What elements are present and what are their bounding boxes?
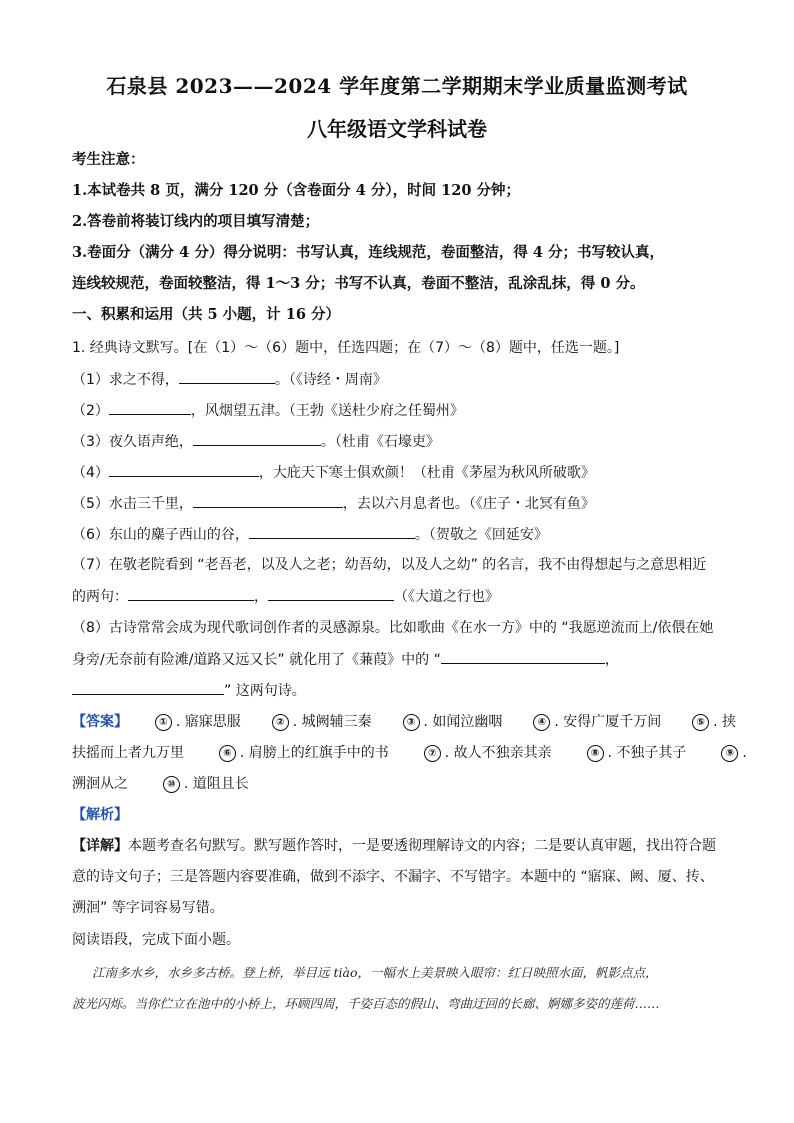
answer-blank[interactable]	[109, 400, 191, 415]
notice-heading: 考生注意：	[72, 151, 145, 168]
sq2-pre: （2）	[72, 403, 109, 419]
answer-blank[interactable]	[193, 493, 343, 508]
sq8-pre: 身旁/无奈前有险滩/道路又远又长” 就化用了《蒹葭》中的 “	[72, 652, 441, 668]
answer-blank[interactable]	[249, 524, 415, 539]
sq4-post: ，大庇天下寒士俱欢颜！（杜甫《茅屋为秋风所破歌》	[258, 465, 595, 481]
sq8-post: ，	[604, 652, 619, 668]
sub-question-2	[72, 400, 732, 421]
answer-blank[interactable]	[72, 680, 224, 695]
answer-item: ④ . 安得广厦千万间	[533, 712, 661, 732]
exam-subtitle: 八年级语文学科试卷	[307, 117, 487, 141]
sq1-pre: （1）求之不得，	[72, 372, 179, 388]
sq3-pre: （3）夜久语声绝，	[72, 434, 193, 450]
sq5-post: ，去以六月息者也。（《庄子・北冥有鱼》	[342, 496, 595, 512]
sq8-end: ” 这两句诗。	[224, 683, 306, 699]
sq7-mid: ，	[254, 589, 268, 605]
sq6-pre: （6）东山的麋子西山的谷，	[72, 527, 249, 543]
sub-question-8-line2	[72, 649, 732, 670]
sub-question-4	[72, 462, 732, 483]
answer-item: ⑨ .	[721, 743, 746, 763]
sq7-post: （《大道之行也》	[394, 589, 499, 605]
sub-question-3	[72, 431, 732, 452]
answer-item: 扶摇而上者九万里	[72, 745, 184, 761]
sq7-pre: 的两句：	[72, 589, 128, 605]
sub-question-5	[72, 493, 732, 514]
question-stem: 1. 经典诗文默写。[在（1）～（6）题中，任选四题；在（7）～（8）题中，任选一题。]	[72, 340, 620, 356]
analysis-label: 【解析】	[72, 807, 128, 823]
sub-question-8-line1: （8）古诗常常会成为现代歌词创作者的灵感源泉。比如歌曲《在水一方》中的 “我愿逆流而上/依偎在她	[72, 620, 714, 636]
sub-question-7-line1: （7）在敬老院看到 “老吾老，以及人之老；幼吾幼，以及人之幼” 的名言，我不由得想起与之意思相近	[72, 557, 707, 573]
reading-paragraph-line2: 波光闪烁。当你伫立在池中的小桥上，环顾四周，千姿百态的假山、弯曲迂回的长廊、婀娜多姿的莲荷……	[72, 996, 660, 1011]
exam-title: 石泉县 2023——2024 学年度第二学期期末学业质量监测考试	[106, 74, 688, 98]
detail-label: 【详解】	[72, 838, 128, 854]
answer-item: ③ . 如闻泣幽咽	[403, 712, 503, 732]
section-heading: 一、积累和运用（共 5 小题，计 16 分）	[72, 306, 340, 323]
answer-item: 溯洄从之	[72, 776, 128, 792]
sq4-pre: （4）	[72, 465, 109, 481]
sub-question-7-line2	[72, 586, 732, 607]
answer-line-2	[72, 743, 747, 763]
analysis-detail-line2: 意的诗文句子；三是答题内容要准确，做到不添字、不漏字、不写错字。本题中的 “寤寐、阙、厦、抟、	[72, 869, 714, 885]
answer-blank[interactable]	[109, 462, 259, 477]
answer-blank[interactable]	[193, 431, 321, 446]
sq1-post: 。（《诗经・周南》	[274, 372, 387, 388]
sq3-post: 。（杜甫《石壕吏》	[320, 434, 440, 450]
analysis-detail-line1	[72, 836, 732, 856]
notice-item-1: 1.本试卷共 8 页，满分 120 分（含卷面分 4 分），时间 120 分钟；	[72, 182, 520, 199]
answer-blank[interactable]	[441, 649, 605, 664]
sq6-post: 。（贺敬之《回延安》	[414, 527, 548, 543]
answer-item: ⑧ . 不独子其子	[587, 743, 687, 763]
analysis-detail-line3: 溯洄” 等字词容易写错。	[72, 900, 224, 916]
notice-item-3a: 3.卷面分（满分 4 分）得分说明：书写认真，连线规范，卷面整洁，得 4 分；书写较认真，	[72, 244, 665, 261]
answer-blank[interactable]	[179, 369, 275, 384]
answer-item: ② . 城阙辅三秦	[272, 712, 372, 732]
sub-question-6	[72, 524, 732, 545]
answer-blank[interactable]	[128, 586, 254, 601]
reading-instruction: 阅读语段，完成下面小题。	[72, 932, 240, 948]
answer-item: ⑥ . 肩膀上的红旗手中的书	[219, 743, 389, 763]
sub-question-8-line3	[72, 680, 732, 701]
answer-line-1	[72, 712, 737, 732]
answer-label: 【答案】	[72, 714, 128, 730]
sub-question-1	[72, 369, 732, 390]
sq2-post: ，风烟望五津。（王勃《送杜少府之任蜀州》	[190, 403, 464, 419]
notice-item-3b: 连线较规范，卷面较整洁，得 1～3 分；书写不认真，卷面不整洁，乱涂乱抹，得 0 分。	[72, 275, 645, 292]
answer-item: ⑩ . 道阻且长	[163, 774, 249, 794]
answer-blank[interactable]	[268, 586, 394, 601]
answer-item: ⑦ . 故人不独亲其亲	[424, 743, 552, 763]
answer-line-3	[72, 774, 732, 794]
sq5-pre: （5）水击三千里，	[72, 496, 193, 512]
reading-paragraph-line1: 江南多水乡，水乡多古桥。登上桥，举目远 tiào，一幅水上美景映入眼帘：红日映照水面，帆影点点，	[92, 965, 658, 980]
notice-item-2: 2.答卷前将装订线内的项目填写清楚；	[72, 213, 320, 230]
detail-text: 本题考查名句默写。默写题作答时，一是要透彻理解诗文的内容；二是要认真审题，找出符合题	[128, 838, 716, 854]
answer-item: ⑤ . 挟	[692, 712, 736, 732]
answer-item: ① . 寤寐思服	[155, 712, 241, 732]
